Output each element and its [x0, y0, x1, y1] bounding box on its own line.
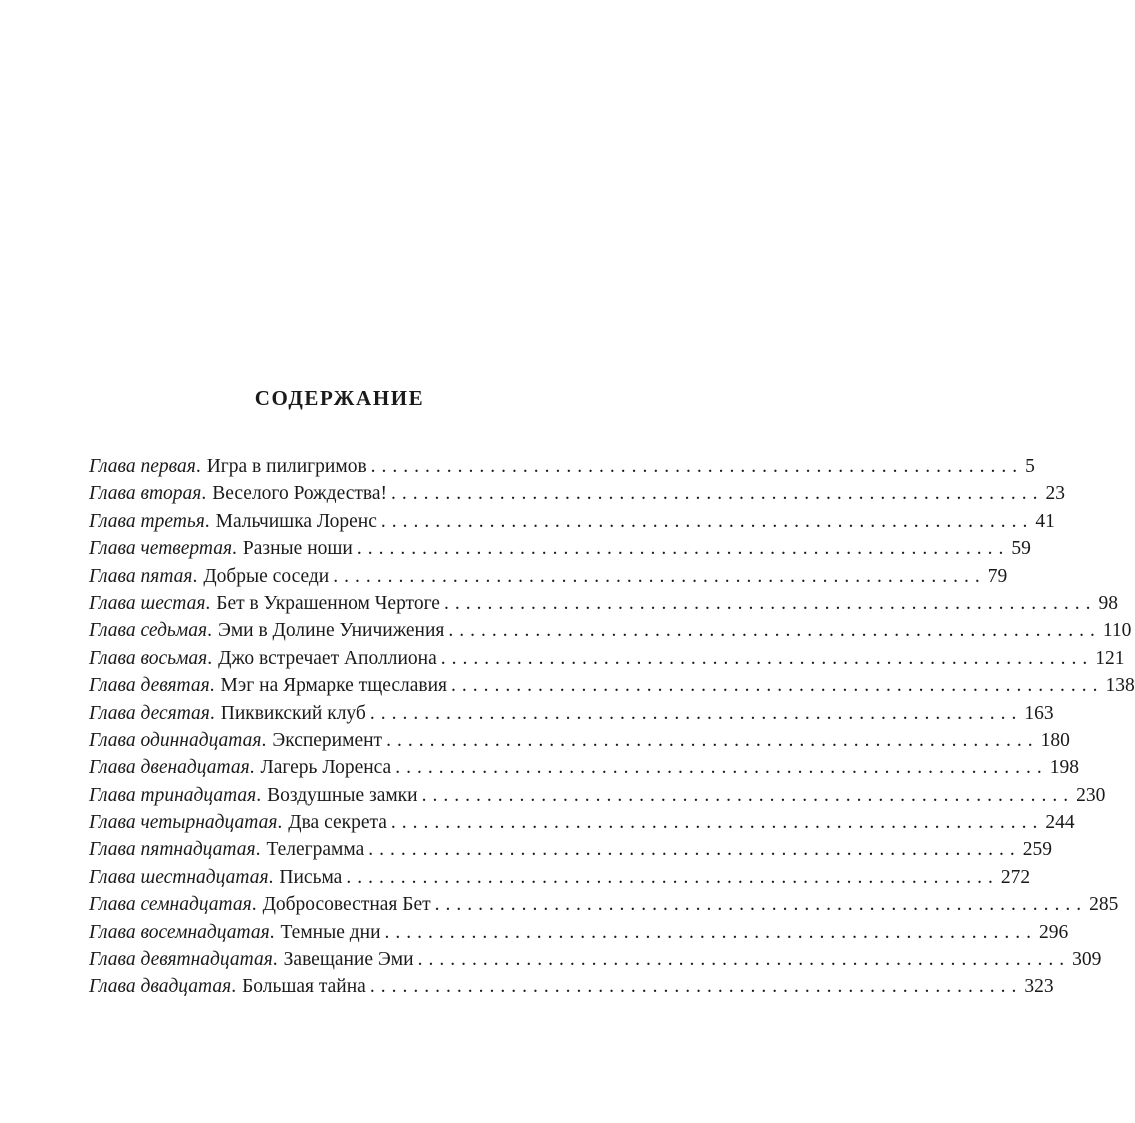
chapter-label: Глава одиннадцатая — [89, 729, 262, 751]
toc-entry[interactable]: Глава шестая . Бет в Украшенном Чертоге ............................................................ 98 — [89, 590, 589, 617]
chapter-label: Глава пятая — [89, 565, 193, 587]
chapter-title: Джо встречает Аполлиона — [218, 647, 437, 669]
dot-leader: ............................................................ — [369, 702, 1023, 724]
toc-entry[interactable]: Глава одиннадцатая . Эксперимент ............................................................ 180 — [89, 727, 589, 754]
dot-leader: ............................................................ — [384, 921, 1038, 943]
chapter-label: Глава девятая — [89, 675, 210, 697]
chapter-title: Мэг на Ярмарке тщеславия — [220, 675, 448, 697]
toc-entry[interactable]: Глава восьмая . Джо встречает Аполлиона ............................................................ 121 — [89, 645, 589, 672]
page-number: 285 — [1089, 894, 1119, 916]
toc-entry[interactable]: Глава первая . Игра в пилигримов ............................................................ 5 — [89, 453, 589, 480]
toc-entry[interactable]: Глава вторая . Веселого Рождества! ............................................................ 23 — [89, 480, 589, 507]
chapter-label: Глава девятнадцатая — [89, 949, 273, 971]
toc-entry[interactable]: Глава седьмая . Эми в Долине Уничижения ............................................................ 110 — [89, 617, 589, 644]
page-number: 272 — [1000, 866, 1031, 888]
page-number: 323 — [1024, 976, 1054, 998]
chapter-title: Добросовестная Бет — [262, 894, 431, 916]
chapter-label: Глава семнадцатая — [89, 894, 252, 916]
chapter-label: Глава тринадцатая — [89, 784, 257, 806]
page-number: 296 — [1039, 921, 1069, 943]
dot-leader: ............................................................ — [368, 839, 1021, 861]
page-number: 110 — [1102, 620, 1132, 642]
dot-leader: ............................................................ — [333, 565, 986, 587]
dot-leader: ............................................................ — [448, 620, 1101, 642]
page-number: 244 — [1045, 812, 1075, 834]
chapter-title: Телеграмма — [266, 839, 365, 861]
chapter-title: Веселого Рождества! — [212, 483, 387, 505]
page-number: 23 — [1045, 483, 1065, 505]
page-number: 309 — [1072, 949, 1102, 971]
toc-entry[interactable]: Глава пятнадцатая . Телеграмма ............................................................ 259 — [89, 836, 589, 863]
dot-leader: ............................................................ — [417, 949, 1071, 971]
dot-leader: ............................................................ — [440, 647, 1094, 669]
dot-leader: ............................................................ — [391, 483, 1044, 505]
chapter-title: Темные дни — [280, 921, 381, 943]
page-number: 79 — [987, 565, 1008, 587]
toc-entry[interactable]: Глава пятая . Добрые соседи ............................................................ 79 — [89, 563, 589, 590]
page-number: 121 — [1095, 647, 1125, 669]
chapter-label: Глава восемнадцатая — [89, 921, 270, 943]
toc-entry[interactable]: Глава третья . Мальчишка Лоренс ............................................................ 41 — [89, 508, 589, 535]
chapter-label: Глава шестая — [89, 592, 206, 614]
chapter-label: Глава шестнадцатая — [89, 866, 269, 888]
toc-entry[interactable]: Глава двадцатая . Большая тайна ............................................................ 323 — [89, 973, 589, 1000]
dot-leader: ............................................................ — [421, 784, 1075, 806]
chapter-title: Письма — [279, 866, 343, 888]
page-number: 163 — [1024, 702, 1054, 724]
page-number: 180 — [1040, 729, 1070, 751]
toc-entry[interactable]: Глава шестнадцатая . Письма ............................................................ 272 — [89, 864, 589, 891]
dot-leader: ............................................................ — [356, 538, 1010, 560]
chapter-label: Глава седьмая — [89, 620, 208, 642]
toc-entry[interactable]: Глава четвертая . Разные ноши ............................................................ 59 — [89, 535, 589, 562]
chapter-title: Эксперимент — [272, 729, 383, 751]
toc-heading: СОДЕРЖАНИЕ — [254, 386, 425, 410]
chapter-title: Воздушные замки — [267, 784, 418, 806]
chapter-title: Игра в пилигримов — [206, 456, 367, 477]
chapter-label: Глава вторая — [89, 483, 202, 505]
dot-leader: ............................................................ — [451, 675, 1104, 697]
chapter-label: Глава пятнадцатая — [89, 839, 256, 861]
dot-leader: ............................................................ — [380, 510, 1034, 532]
chapter-title: Эми в Долине Уничижения — [217, 620, 445, 642]
toc-entry[interactable]: Глава двенадцатая . Лагерь Лоренса ............................................................ 198 — [89, 754, 589, 781]
page-number: 198 — [1049, 757, 1079, 779]
chapter-title: Разные ноши — [242, 538, 353, 560]
chapter-label: Глава двенадцатая — [89, 757, 250, 779]
chapter-title: Лагерь Лоренса — [260, 757, 392, 779]
toc-entry[interactable]: Глава тринадцатая . Воздушные замки ............................................................ 230 — [89, 782, 589, 809]
chapter-title: Два секрета — [288, 812, 387, 834]
dot-leader: ............................................................ — [369, 976, 1023, 998]
dot-leader: ............................................................ — [434, 894, 1088, 916]
dot-leader: ............................................................ — [395, 757, 1048, 779]
toc-entry[interactable]: Глава восемнадцатая . Темные дни ............................................................ 296 — [89, 919, 589, 946]
dot-leader: ............................................................ — [390, 812, 1044, 834]
toc-entry[interactable]: Глава четырнадцатая . Два секрета ............................................................ 244 — [89, 809, 589, 836]
chapter-title: Мальчишка Лоренс — [215, 510, 377, 532]
chapter-label: Глава восьмая — [89, 647, 208, 669]
toc-list — [89, 453, 1135, 1001]
chapter-title: Бет в Украшенном Чертоге — [216, 592, 440, 614]
page-number: 259 — [1022, 839, 1053, 861]
chapter-label: Глава четырнадцатая — [89, 812, 278, 834]
toc-entry[interactable]: Глава десятая . Пиквикский клуб ............................................................ 163 — [89, 700, 589, 727]
chapter-title: Большая тайна — [242, 976, 366, 998]
page-number: 59 — [1011, 538, 1031, 560]
toc-entry[interactable]: Глава семнадцатая . Добросовестная Бет ............................................................ 285 — [89, 891, 589, 918]
toc-entry[interactable]: Глава девятнадцатая . Завещание Эми ............................................................ 309 — [89, 946, 589, 973]
page-number: 230 — [1076, 784, 1106, 806]
dot-leader: ............................................................ — [370, 456, 1024, 477]
toc-entry[interactable]: Глава девятая . Мэг на Ярмарке тщеславия ............................................................ 138 — [89, 672, 589, 699]
dot-leader: ............................................................ — [346, 866, 999, 888]
chapter-label: Глава десятая — [89, 702, 210, 724]
page-number: 138 — [1105, 675, 1135, 697]
chapter-label: Глава двадцатая — [89, 976, 232, 998]
chapter-title: Завещание Эми — [283, 949, 414, 971]
chapter-label: Глава третья — [89, 510, 205, 532]
page-number: 98 — [1098, 592, 1118, 614]
dot-leader: ............................................................ — [386, 729, 1039, 751]
chapter-label: Глава первая — [89, 456, 196, 477]
dot-leader: ............................................................ — [443, 592, 1097, 614]
page-number: 5 — [1025, 456, 1035, 477]
chapter-label: Глава четвертая — [89, 538, 233, 560]
page-number: 41 — [1035, 510, 1055, 532]
chapter-title: Добрые соседи — [203, 565, 330, 587]
chapter-title: Пиквикский клуб — [220, 702, 366, 724]
